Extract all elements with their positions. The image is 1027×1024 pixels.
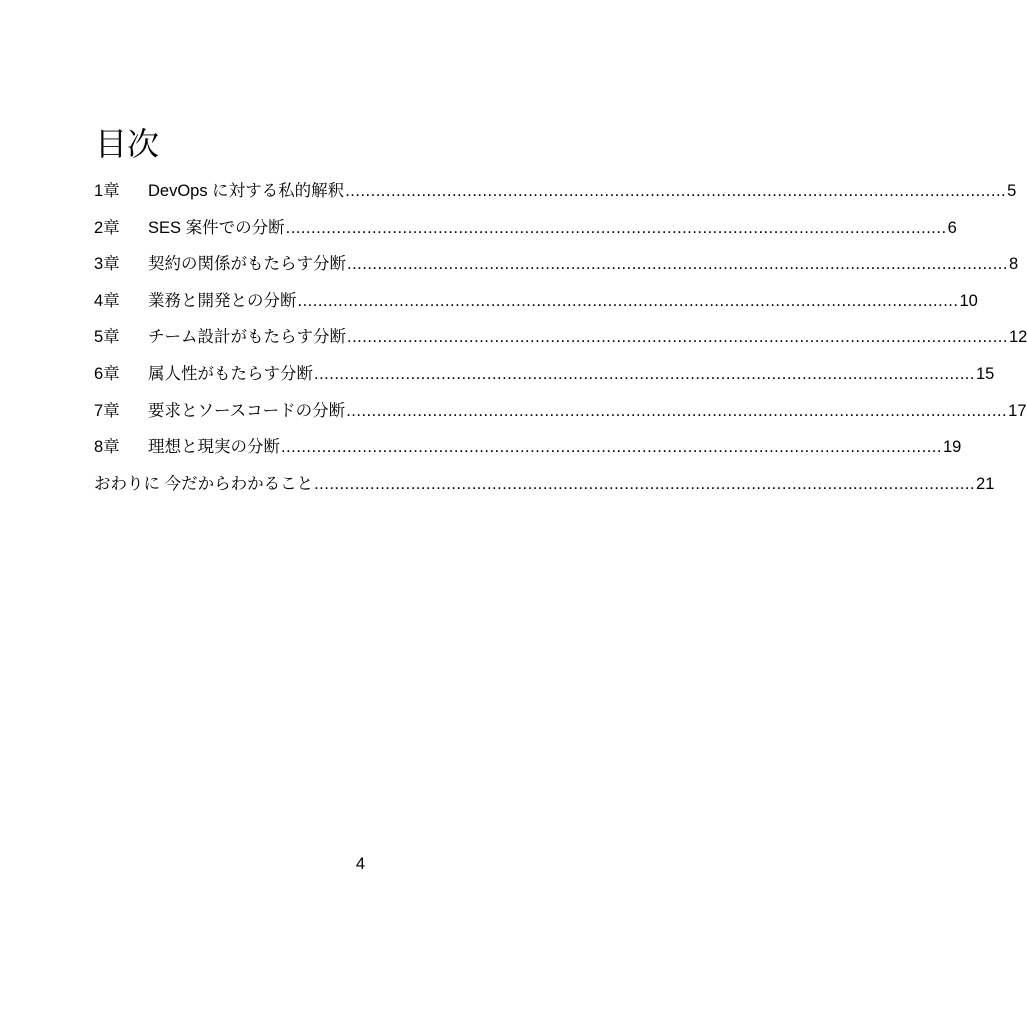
toc-chapter-title: 要求とソースコードの分断: [148, 401, 346, 420]
page-title: 目次: [95, 126, 160, 162]
toc-entry-chapter-1[interactable]: [94, 176, 1017, 213]
toc-dot-leader: ..................................................................................................................................: [314, 474, 976, 493]
toc-dot-leader: ..................................................................................................................................: [345, 182, 1007, 200]
toc-page-number: 5: [1007, 182, 1017, 200]
toc-entry-chapter-8[interactable]: [94, 432, 962, 469]
toc-dot-leader: ..................................................................................................................................: [347, 255, 1008, 274]
toc-dot-leader: ..................................................................................................................................: [346, 401, 1008, 420]
toc-chapter-title: チーム設計がもたらす分断: [148, 328, 346, 347]
toc-entry-chapter-7[interactable]: [94, 396, 1027, 433]
table-of-contents: [94, 176, 1027, 505]
toc-entry-afterword[interactable]: [94, 469, 995, 506]
toc-chapter-number: 7章: [94, 401, 120, 420]
toc-dot-leader: ..................................................................................................................................: [347, 328, 1008, 347]
toc-page-number: 6: [947, 218, 957, 237]
toc-chapter-number: 2章: [94, 218, 120, 237]
toc-chapter-number: 8章: [94, 438, 120, 457]
toc-chapter-title: 属人性がもたらす分断: [148, 364, 313, 383]
toc-entry-chapter-4[interactable]: [94, 286, 978, 323]
toc-page-number: 8: [1008, 255, 1019, 274]
toc-chapter-number: 5章: [94, 328, 120, 347]
toc-entry-chapter-2[interactable]: [94, 213, 957, 250]
toc-dot-leader: ..................................................................................................................................: [314, 364, 975, 383]
toc-chapter-title: 理想と現実の分断: [148, 438, 280, 457]
page-number: 4: [355, 855, 366, 873]
toc-entry-chapter-5[interactable]: [94, 322, 1027, 359]
toc-page-number: 19: [942, 438, 962, 457]
toc-page-number: 21: [976, 474, 995, 493]
toc-chapter-title: 契約の関係がもたらす分断: [148, 255, 346, 274]
toc-chapter-title: おわりに 今だからわかること: [94, 474, 314, 493]
toc-chapter-number: 6章: [94, 364, 120, 383]
toc-entry-chapter-6[interactable]: [94, 359, 995, 396]
toc-dot-leader: ..................................................................................................................................: [297, 291, 959, 310]
toc-page-number: 17: [1008, 401, 1027, 420]
toc-chapter-title: 業務と開発との分断: [148, 291, 297, 310]
toc-page-number: 12: [1008, 328, 1027, 347]
toc-chapter-title: DevOps に対する私的解釈: [148, 182, 345, 200]
toc-entry-chapter-3[interactable]: [94, 249, 1019, 286]
toc-chapter-number: 3章: [94, 255, 120, 274]
toc-page-number: 15: [975, 364, 995, 383]
toc-dot-leader: ..................................................................................................................................: [285, 218, 947, 237]
toc-chapter-title: SES 案件での分断: [148, 218, 285, 237]
toc-chapter-number: 1章: [94, 182, 120, 200]
toc-page-number: 10: [959, 291, 978, 310]
toc-chapter-number: 4章: [94, 291, 120, 310]
toc-dot-leader: ..................................................................................................................................: [281, 438, 942, 457]
